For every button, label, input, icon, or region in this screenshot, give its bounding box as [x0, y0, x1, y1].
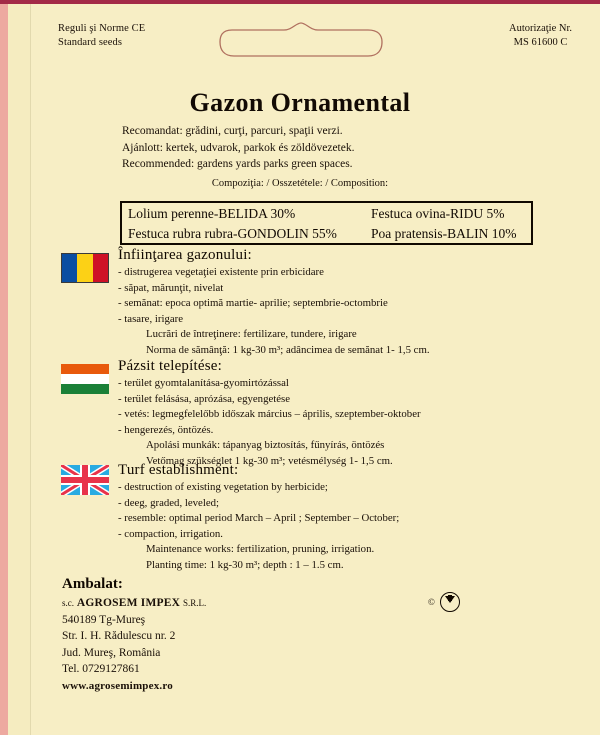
list-item: - distrugerea vegetaţiei existente prin erbicidare [118, 266, 324, 278]
list-item: - semănat: epoca optimă martie- aprilie; septembrie-octombrie [118, 297, 388, 309]
list-item: - tasare, irigare [118, 312, 184, 325]
authorization-label: Autorizaţie Nr. [509, 23, 572, 34]
green-dot-recycle-icon [440, 592, 460, 612]
section-english [118, 462, 399, 573]
page-top-border [0, 0, 600, 4]
section-english-list [118, 480, 399, 573]
recommendation-en: Recommended: gardens yards parks green spaces. [122, 158, 353, 170]
address-line-2: Str. I. H. Rădulescu nr. 2 [62, 630, 176, 642]
company-address-block [62, 595, 206, 694]
company-line [62, 595, 206, 612]
header-left-line1: Reguli şi Norme CE [58, 23, 146, 34]
company-name: AGROSEM IMPEX [76, 597, 181, 609]
list-item: Planting time: 1 kg-30 m³; depth : 1 – 1.5 cm. [146, 558, 344, 571]
list-item: Maintenance works: fertilization, pruning, irrigation. [146, 543, 375, 555]
list-item: - destruction of existing vegetation by herbicide; [118, 481, 328, 493]
section-hungarian [118, 358, 421, 469]
list-item: - terület felásása, aprózása, egyengetése [118, 392, 291, 405]
company-prefix: s.c. [62, 598, 74, 608]
composition-grid [128, 204, 528, 244]
composition-label: Compoziţia: / Osszetétele: / Composition: [211, 178, 389, 189]
address-line-1: 540189 Tg-Mureş [62, 613, 146, 626]
hungary-flag-icon [61, 364, 109, 394]
list-item: - terület gyomtalanítása-gyomirtózással [118, 377, 289, 389]
section-romanian [118, 247, 430, 358]
composition-item-0: Lolium perenne-BELIDA 30% [128, 206, 296, 221]
recommendation-hu: Ajánlott: kertek, udvarok, parkok és zöldövezetek. [122, 141, 355, 154]
seed-pack-outline-icon [218, 20, 384, 62]
header-left-line2: Standard seeds [58, 37, 123, 48]
section-english-title: Turf establishment: [118, 462, 239, 478]
section-romanian-title: Înfiinţarea gazonului: [118, 247, 252, 263]
romania-flag-icon [61, 253, 109, 283]
recommendation-ro: Recomandat: grădini, curţi, parcuri, spaţii verzi. [122, 125, 343, 137]
list-item: Apolási munkák: tápanyag biztosítás, fűnyírás, öntözés [146, 439, 385, 451]
list-item: - săpat, mărunţit, nivelat [118, 281, 224, 294]
authorization-number: MS 61600 C [513, 37, 568, 48]
packaging-heading: Ambalat: [62, 576, 123, 592]
page-title: Gazon Ornamental [189, 88, 411, 117]
recommendation-block [122, 123, 354, 173]
list-item: - hengerezés, öntözés. [118, 423, 214, 436]
company-suffix: S.R.L. [182, 598, 207, 608]
address-line-3: Jud. Mureş, România [62, 646, 161, 659]
copyright-icon: © [428, 597, 435, 607]
header-right-text [509, 22, 572, 50]
list-item: - compaction, irrigation. [118, 527, 223, 540]
united-kingdom-flag-icon [61, 465, 109, 495]
composition-item-1: Festuca ovina-RIDU 5% [371, 206, 505, 221]
list-item: Norma de sămânţă: 1 kg-30 m³; adâncimea de semănat 1- 1,5 cm. [146, 343, 430, 356]
marks-group [428, 592, 460, 612]
section-hungarian-title: Pázsit telepítése: [118, 358, 222, 374]
list-item: Lucrări de întreţinere: fertilizare, tundere, irigare [146, 328, 357, 340]
phone-number: Tel. 0729127861 [62, 663, 140, 675]
section-hungarian-list [118, 376, 421, 469]
composition-item-3: Poa pratensis-BALIN 10% [371, 226, 517, 241]
header-left-text [58, 22, 145, 50]
list-item: Vetőmag szükséglet 1 kg-30 m³; vetésmélység 1- 1,5 cm. [146, 454, 393, 467]
list-item: - vetés: legmegfelelőbb időszak március – április, szeptember-oktober [118, 408, 421, 420]
composition-item-2: Festuca rubra rubra-GONDOLIN 55% [128, 226, 337, 241]
list-item: - resemble: optimal period March – April ; September – October; [118, 512, 400, 524]
list-item: - deeg, graded, leveled; [118, 496, 220, 509]
section-romanian-list [118, 265, 430, 358]
website-url[interactable]: www.agrosemimpex.ro [62, 679, 173, 692]
